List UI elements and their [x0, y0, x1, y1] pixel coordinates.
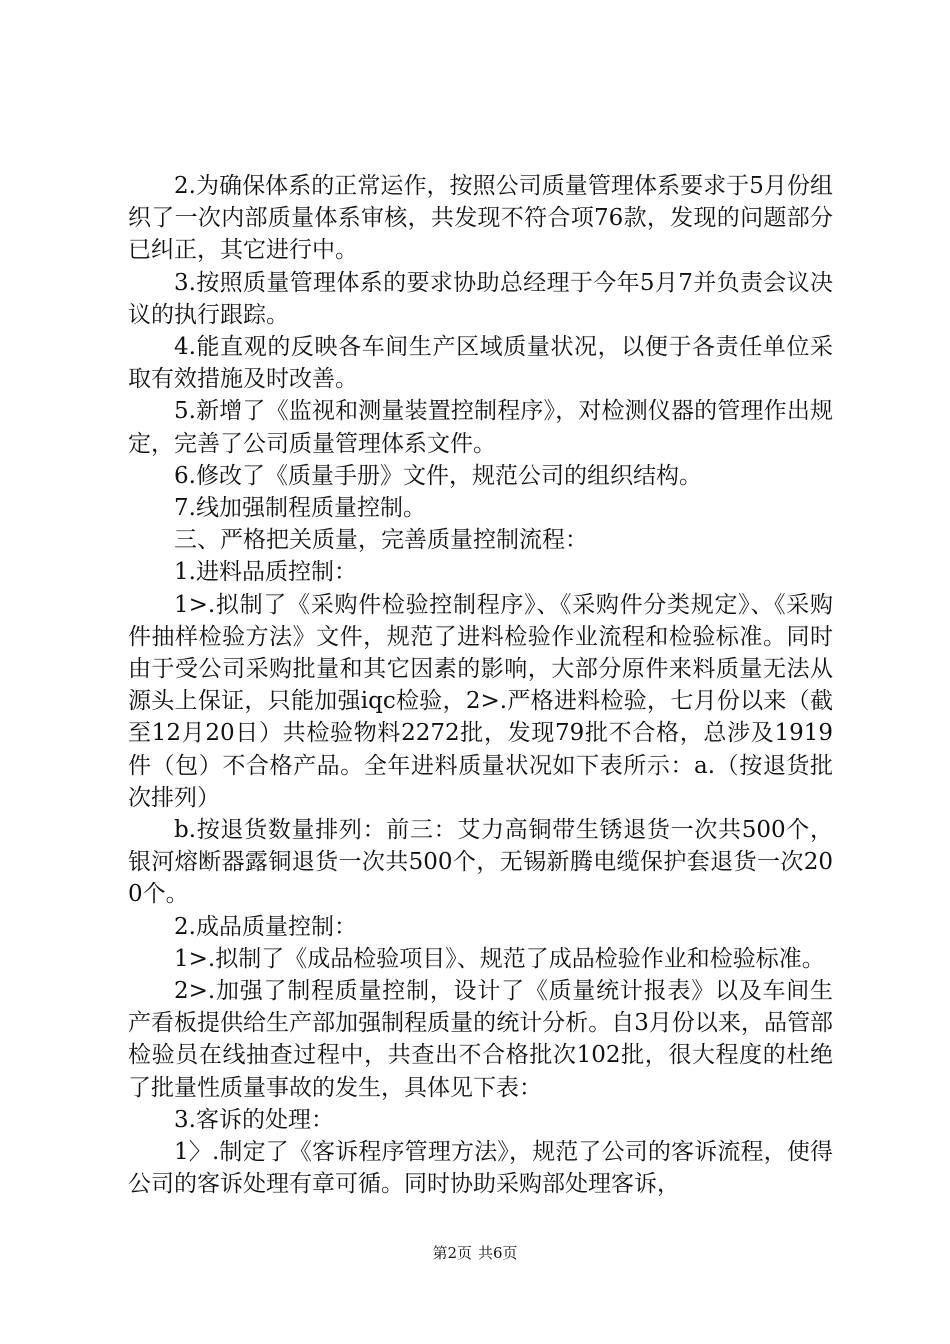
- section-heading: 三、严格把关质量，完善质量控制流程：: [174, 527, 588, 554]
- page-number: 第2页: [432, 1244, 472, 1262]
- subheading-finished-goods: 2.成品质量控制：: [174, 913, 357, 940]
- paragraph-1: 2.为确保体系的正常运作，按照公司质量管理体系要求于5月份组织了一次内部质量体系审核，共发现不符合项76款，发现的问题部分已纠正，其它进行中。: [128, 173, 833, 264]
- page-total: 共6页: [478, 1244, 518, 1262]
- paragraph-4: 5.新增了《监视和测量装置控制程序》，对检测仪器的管理作出规定，完善了公司质量管理体系文件。: [128, 398, 833, 457]
- paragraph-5: 6.修改了《质量手册》文件，规范公司的组织结构。: [174, 462, 702, 489]
- subheading-incoming-quality: 1.进料品质控制：: [174, 559, 357, 586]
- document-body: [128, 170, 833, 1201]
- paragraph-6: 7.线加强制程质量控制。: [174, 495, 426, 522]
- page-footer: [0, 1243, 950, 1263]
- paragraph-complaints: 1〉.制定了《客诉程序管理方法》，规范了公司的客诉流程，使得公司的客诉处理有章可循。同时协助采购部处理客诉，: [128, 1139, 833, 1198]
- paragraph-finished-inspection: 1>.拟制了《成品检验项目》、规范了成品检验作业和检验标准。: [174, 945, 825, 972]
- paragraph-2: 3.按照质量管理体系的要求协助总经理于今年5月7并负责会议决议的执行跟踪。: [128, 269, 833, 328]
- paragraph-3: 4.能直观的反映各车间生产区域质量状况，以便于各责任单位采取有效措施及时改善。: [128, 334, 833, 393]
- paragraph-incoming-inspection: 1>.拟制了《采购件检验控制程序》、《采购件分类规定》、《采购件抽样检验方法》文件，规范了进料检验作业流程和检验标准。同时由于受公司采购批量和其它因素的影响，大部分原件来料质量无法从源头上保证，只能加强iqc检验，2>.严格进料检验，七月份以来（截至12月20日）共检验物料2272批，发现79批不合格，总涉及1919件（包）不合格产品。全年进料质量状况如下表所示：a.（按退货批次排列）: [128, 591, 833, 811]
- paragraph-returns-ranking: b.按退货数量排列：前三：艾力高铜带生锈退货一次共500个，银河熔断器露铜退货一次共500个，无锡新腾电缆保护套退货一次200个。: [128, 817, 833, 908]
- subheading-complaints: 3.客诉的处理：: [174, 1106, 334, 1133]
- paragraph-process-control: 2>.加强了制程质量控制，设计了《质量统计报表》以及车间生产看板提供给生产部加强制程质量的统计分析。自3月份以来，品管部检验员在线抽查过程中，共查出不合格批次102批，很大程度的杜绝了批量性质量事故的发生，具体见下表：: [128, 978, 833, 1101]
